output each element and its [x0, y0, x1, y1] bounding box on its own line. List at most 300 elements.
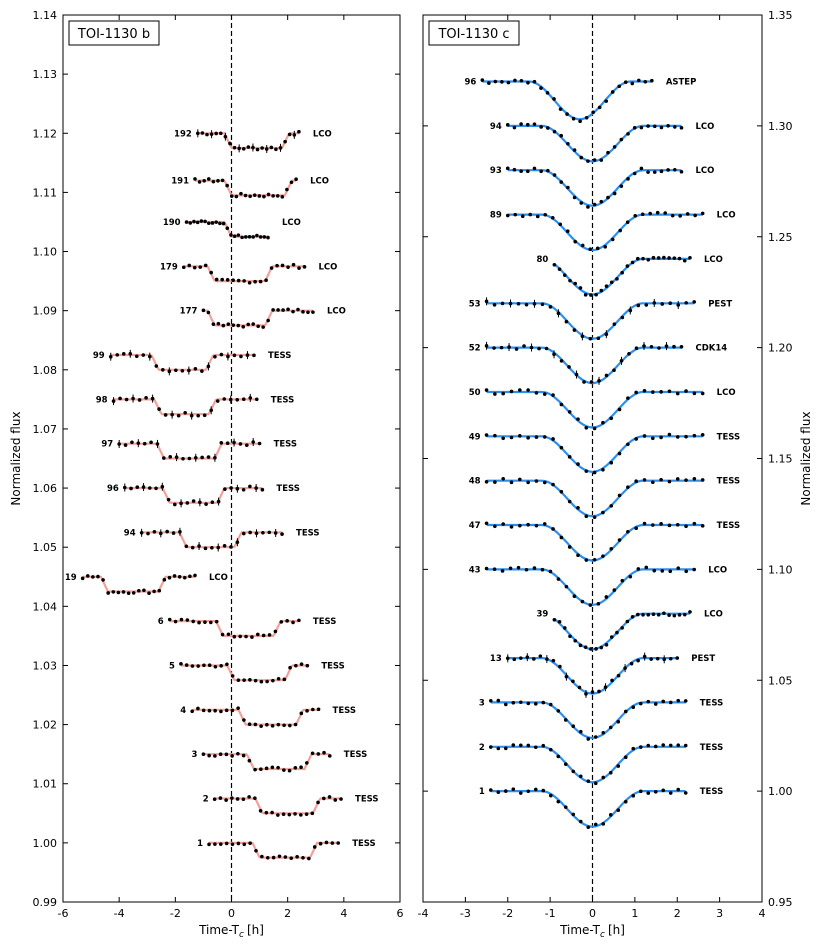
- data-point: [242, 397, 246, 401]
- light-curve-epoch-43: [469, 565, 727, 606]
- data-point: [678, 214, 682, 218]
- data-point: [226, 441, 230, 445]
- data-point: [688, 256, 692, 260]
- instrument-label: LCO: [708, 565, 728, 576]
- data-point: [652, 569, 656, 573]
- data-point: [541, 744, 545, 748]
- data-point: [225, 226, 229, 230]
- y-tick-label: 1.10: [768, 563, 793, 577]
- data-point: [684, 435, 688, 439]
- data-point: [202, 752, 206, 756]
- model-fit-line: [170, 621, 299, 636]
- data-point: [526, 123, 530, 127]
- light-curve-epoch-13: [490, 653, 716, 698]
- data-point: [242, 842, 246, 846]
- data-point: [536, 215, 540, 219]
- data-point: [253, 796, 257, 800]
- data-point: [643, 522, 647, 526]
- data-point: [297, 619, 301, 623]
- epoch-label: 96: [106, 484, 119, 495]
- data-point: [142, 485, 146, 489]
- data-point: [535, 391, 539, 395]
- data-point: [485, 522, 489, 526]
- data-point: [509, 302, 513, 306]
- data-point: [692, 568, 696, 572]
- data-point: [659, 390, 663, 394]
- data-point: [196, 414, 200, 418]
- data-point: [568, 410, 572, 414]
- data-point: [112, 399, 116, 403]
- data-point: [526, 436, 530, 440]
- data-point: [585, 469, 589, 473]
- instrument-label: LCO: [310, 176, 329, 187]
- data-point: [187, 369, 191, 373]
- data-point: [650, 79, 654, 83]
- data-point: [157, 407, 161, 411]
- data-point: [233, 146, 237, 150]
- data-point: [311, 751, 315, 755]
- data-point: [289, 856, 293, 860]
- data-point: [560, 490, 564, 494]
- data-point: [143, 442, 147, 446]
- data-point: [210, 546, 214, 550]
- x-tick-label: -4: [417, 907, 429, 920]
- epoch-label: 3: [191, 750, 198, 761]
- data-point: [618, 229, 622, 233]
- data-point: [236, 706, 240, 710]
- y-tick-label: 1.01: [32, 777, 57, 791]
- data-point: [551, 527, 555, 531]
- data-point: [686, 212, 690, 216]
- data-point: [589, 647, 593, 651]
- data-point: [261, 531, 265, 535]
- data-point: [615, 277, 619, 281]
- data-point: [517, 566, 521, 570]
- data-point: [227, 322, 231, 326]
- data-point: [519, 700, 523, 704]
- data-point: [618, 452, 622, 456]
- instrument-label: TESS: [352, 838, 376, 849]
- data-point: [306, 664, 310, 668]
- model-fit-line: [487, 481, 703, 516]
- data-point: [270, 146, 274, 150]
- data-point: [297, 130, 301, 134]
- data-point: [581, 335, 585, 339]
- data-point: [541, 568, 545, 572]
- data-point: [236, 797, 240, 801]
- data-point: [319, 842, 323, 846]
- data-point: [662, 256, 666, 260]
- data-point: [629, 309, 633, 313]
- data-point: [641, 613, 645, 617]
- data-point: [236, 487, 240, 491]
- data-point: [203, 413, 207, 417]
- data-point: [553, 618, 557, 622]
- data-point: [264, 278, 268, 282]
- y-tick-label: 1.00: [32, 836, 57, 850]
- data-point: [282, 768, 286, 772]
- data-point: [568, 545, 572, 549]
- data-point: [673, 125, 677, 129]
- data-point: [539, 654, 543, 658]
- light-curve-epoch-47: [469, 521, 740, 562]
- data-point: [196, 707, 200, 711]
- data-point: [510, 390, 514, 394]
- data-point: [213, 456, 217, 460]
- y-tick-label: 1.07: [32, 422, 57, 436]
- data-point: [634, 479, 638, 483]
- data-point: [259, 280, 263, 284]
- data-point: [688, 610, 692, 614]
- y-tick-label: 1.25: [768, 230, 793, 244]
- data-point: [253, 280, 257, 284]
- data-point: [213, 797, 217, 801]
- data-point: [515, 347, 519, 351]
- data-point: [541, 789, 545, 793]
- data-point: [684, 524, 688, 528]
- data-point: [297, 266, 301, 270]
- data-point: [701, 212, 705, 216]
- instrument-label: PEST: [708, 299, 733, 310]
- data-point: [220, 278, 224, 282]
- data-point: [571, 679, 575, 683]
- data-point: [579, 774, 583, 778]
- data-point: [178, 530, 182, 534]
- data-point: [551, 216, 555, 220]
- data-point: [684, 389, 688, 393]
- data-point: [509, 566, 513, 570]
- y-tick-label: 1.02: [32, 718, 57, 732]
- data-point: [219, 664, 223, 668]
- data-point: [663, 211, 667, 215]
- data-point: [627, 352, 631, 356]
- data-point: [277, 723, 281, 727]
- data-point: [571, 724, 575, 728]
- light-curve-epoch-2: [479, 743, 723, 785]
- data-point: [168, 618, 172, 622]
- data-point: [680, 345, 684, 349]
- light-curve-epoch-96: [107, 483, 300, 508]
- data-point: [605, 284, 609, 288]
- model-fit-line: [192, 710, 318, 725]
- data-point: [576, 417, 580, 421]
- data-point: [148, 486, 152, 490]
- data-point: [594, 782, 598, 786]
- data-point: [322, 797, 326, 801]
- x-axis-label: [559, 923, 625, 940]
- data-point: [185, 220, 189, 224]
- data-point: [646, 744, 650, 748]
- data-point: [276, 194, 280, 198]
- x-tick-label: 0: [589, 907, 596, 920]
- data-point: [578, 119, 582, 123]
- x-tick-label: 4: [758, 907, 766, 920]
- data-point: [325, 841, 329, 845]
- epoch-label: 80: [536, 254, 549, 265]
- data-point: [513, 168, 517, 172]
- data-point: [493, 303, 497, 307]
- data-point: [213, 754, 217, 758]
- y-tick-label: 1.06: [32, 482, 57, 496]
- data-point: [620, 138, 624, 142]
- data-point: [653, 125, 657, 129]
- data-point: [573, 328, 577, 332]
- data-point: [668, 524, 672, 528]
- data-point: [212, 180, 216, 184]
- data-point: [519, 791, 523, 795]
- data-point: [533, 302, 537, 306]
- data-point: [198, 500, 202, 504]
- data-point: [260, 855, 264, 859]
- data-point: [164, 413, 168, 417]
- data-point: [526, 388, 530, 392]
- data-point: [604, 99, 608, 103]
- data-point: [605, 643, 609, 647]
- data-point: [288, 666, 292, 670]
- data-point: [631, 615, 635, 619]
- light-curve-epoch-80: [537, 255, 723, 297]
- y-tick-label: 1.11: [32, 186, 57, 200]
- y-tick-label: 1.35: [768, 9, 793, 22]
- data-point: [603, 245, 607, 249]
- data-point: [224, 798, 228, 802]
- y-tick-label: 1.14: [32, 9, 57, 22]
- data-point: [254, 486, 258, 490]
- data-point: [528, 213, 532, 217]
- data-point: [276, 308, 280, 312]
- data-point: [226, 278, 230, 282]
- data-point: [591, 690, 595, 694]
- data-point: [672, 345, 676, 349]
- data-point: [219, 710, 223, 714]
- data-point: [609, 771, 613, 775]
- data-point: [271, 194, 275, 198]
- data-point: [560, 359, 564, 363]
- data-point: [609, 726, 613, 730]
- data-point: [626, 396, 630, 400]
- data-point: [168, 455, 172, 459]
- data-point: [549, 748, 553, 752]
- epoch-label: 48: [468, 476, 481, 487]
- data-point: [247, 795, 251, 799]
- data-point: [639, 745, 643, 749]
- data-point: [210, 132, 214, 136]
- instrument-label: TESS: [716, 521, 741, 532]
- epoch-label: 13: [489, 654, 502, 665]
- data-point: [229, 486, 233, 490]
- data-point: [127, 591, 131, 595]
- data-point: [668, 433, 672, 437]
- data-point: [316, 801, 320, 805]
- instrument-label: TESS: [296, 528, 320, 539]
- instrument-label: TESS: [716, 476, 741, 487]
- data-point: [182, 265, 186, 269]
- x-axis-label-main: Time-T: [560, 923, 601, 937]
- epoch-label: 4: [180, 705, 187, 716]
- data-point: [188, 575, 192, 579]
- data-point: [242, 279, 246, 283]
- data-point: [493, 434, 497, 438]
- instrument-label: CDK14: [695, 343, 728, 354]
- model-fit-line: [487, 569, 695, 604]
- data-point: [190, 414, 194, 418]
- model-fit-line: [487, 525, 703, 561]
- data-point: [131, 397, 135, 401]
- data-point: [676, 435, 680, 439]
- data-point: [231, 674, 235, 678]
- data-point: [533, 80, 537, 84]
- data-point: [146, 532, 150, 536]
- model-fit-line: [487, 392, 703, 427]
- data-point: [240, 236, 244, 240]
- data-point: [646, 700, 650, 704]
- data-point: [155, 364, 159, 368]
- data-point: [590, 380, 594, 384]
- data-point: [650, 345, 654, 349]
- data-point: [644, 80, 648, 84]
- data-point: [294, 177, 298, 181]
- data-point: [217, 322, 221, 326]
- data-point: [522, 344, 526, 348]
- data-point: [676, 566, 680, 570]
- light-curve-epoch-50: [469, 388, 736, 430]
- instrument-label: PEST: [691, 654, 716, 665]
- data-point: [601, 822, 605, 826]
- data-point: [193, 574, 197, 578]
- data-point: [659, 522, 663, 526]
- x-tick-label: -6: [57, 907, 69, 920]
- data-point: [203, 620, 207, 624]
- data-point: [259, 809, 263, 813]
- x-tick-label: 2: [284, 907, 292, 920]
- data-point: [601, 554, 605, 558]
- data-point: [568, 634, 572, 638]
- data-point: [203, 220, 207, 224]
- data-point: [535, 479, 539, 483]
- data-point: [248, 531, 252, 535]
- data-point: [646, 124, 650, 128]
- data-point: [211, 221, 215, 225]
- data-point: [311, 708, 315, 712]
- data-point: [275, 264, 279, 268]
- data-point: [513, 126, 517, 130]
- data-point: [247, 145, 251, 149]
- data-point: [223, 487, 227, 491]
- data-point: [634, 391, 638, 395]
- data-point: [222, 222, 226, 226]
- data-point: [288, 133, 292, 137]
- data-point: [183, 411, 187, 415]
- data-point: [221, 633, 225, 637]
- data-point: [639, 790, 643, 794]
- data-point: [673, 614, 677, 618]
- data-point: [613, 192, 617, 196]
- data-point: [117, 442, 121, 446]
- instrument-label: TESS: [343, 750, 368, 761]
- data-point: [201, 131, 205, 135]
- light-curve-epoch-4: [180, 706, 356, 728]
- data-point: [311, 812, 315, 816]
- data-point: [493, 567, 497, 571]
- data-point: [251, 146, 255, 150]
- data-point: [222, 324, 226, 328]
- model-fit-line: [491, 747, 686, 782]
- data-point: [202, 663, 206, 667]
- data-point: [239, 355, 243, 359]
- data-point: [652, 612, 656, 616]
- data-point: [582, 380, 586, 384]
- data-point: [194, 367, 198, 371]
- instrument-label: LCO: [208, 572, 228, 583]
- instrument-label: ASTEP: [665, 77, 697, 88]
- data-point: [251, 440, 255, 444]
- data-point: [266, 856, 270, 860]
- data-point: [267, 531, 271, 535]
- data-point: [492, 346, 496, 350]
- data-point: [256, 148, 260, 152]
- data-point: [225, 842, 229, 846]
- data-point: [518, 388, 522, 392]
- instrument-label: TESS: [270, 395, 295, 406]
- data-point: [144, 396, 148, 400]
- data-point: [558, 267, 562, 271]
- data-point: [651, 523, 655, 527]
- data-point: [551, 393, 555, 397]
- data-point: [563, 626, 567, 630]
- data-point: [553, 130, 557, 134]
- data-point: [157, 589, 161, 593]
- data-point: [197, 544, 201, 548]
- data-point: [481, 78, 485, 82]
- data-point: [609, 461, 613, 465]
- data-point: [262, 634, 266, 638]
- y-tick-label: 1.09: [32, 304, 57, 318]
- data-point: [213, 355, 217, 359]
- x-axis-label-unit: [h]: [246, 923, 264, 937]
- light-curve-epoch-3: [479, 698, 723, 740]
- data-point: [526, 789, 530, 793]
- data-point: [546, 126, 550, 130]
- data-point: [678, 257, 682, 261]
- data-point: [654, 702, 658, 706]
- data-point: [560, 403, 564, 407]
- data-point: [533, 122, 537, 126]
- data-point: [149, 440, 153, 444]
- data-point: [661, 743, 665, 747]
- data-point: [501, 437, 505, 441]
- panel-toi-1130-c: [418, 9, 813, 940]
- data-point: [601, 731, 605, 735]
- data-point: [147, 591, 151, 595]
- data-point: [489, 788, 493, 792]
- data-point: [163, 578, 167, 582]
- data-point: [579, 286, 583, 290]
- data-point: [636, 613, 640, 617]
- instrument-label: LCO: [703, 254, 723, 265]
- data-point: [191, 620, 195, 624]
- data-point: [248, 396, 252, 400]
- data-point: [301, 310, 305, 314]
- data-point: [651, 437, 655, 441]
- data-point: [693, 392, 697, 396]
- data-point: [230, 754, 234, 758]
- data-point: [511, 701, 515, 705]
- epoch-label: 1: [197, 838, 204, 849]
- data-point: [128, 352, 132, 356]
- data-point: [646, 170, 650, 174]
- data-point: [519, 122, 523, 126]
- data-point: [613, 145, 617, 149]
